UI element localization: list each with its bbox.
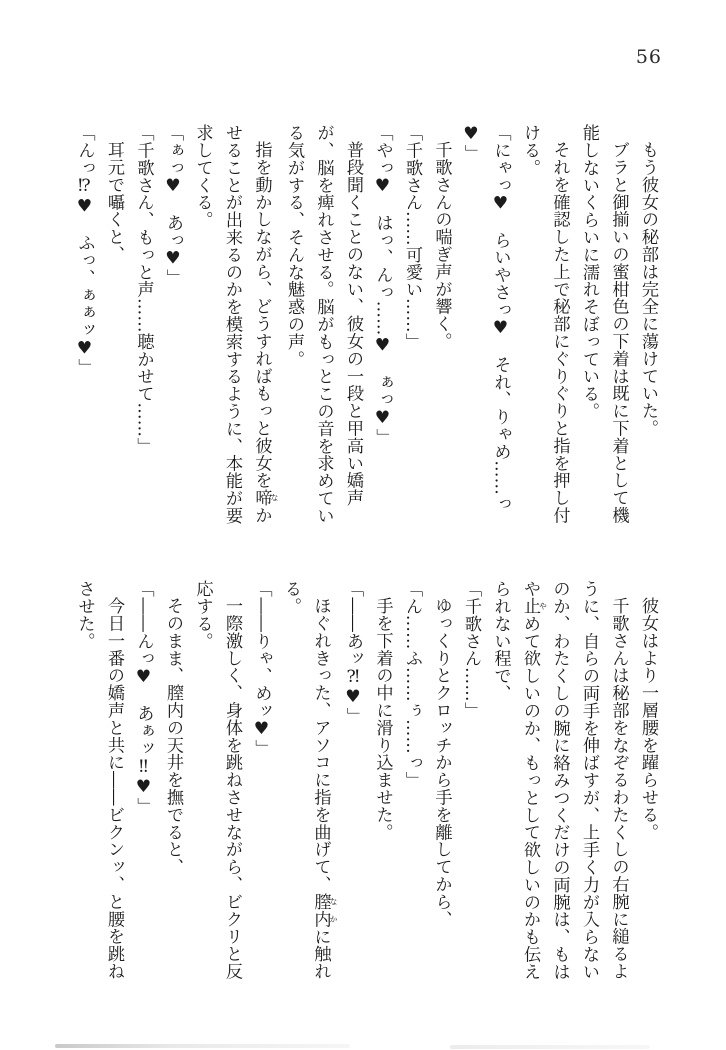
- narrative-line: 彼女はより一層腰を躍らせる。: [638, 597, 658, 841]
- upper-text-block: [69, 124, 662, 538]
- lower-text-block: [69, 580, 662, 992]
- dialogue-line: 「――あッ⁈♥」: [343, 580, 363, 725]
- scan-edge-smudge: [55, 1044, 350, 1048]
- dialogue-line: 「やっ♥ はっ、んっ……♥ ぁっ♥」: [372, 124, 393, 446]
- narrative-line: 今日一番の嬌声と共に――ビクンッ、と腰を跳ねさせた。: [74, 580, 124, 980]
- furigana-ruby: 止や: [520, 597, 548, 615]
- dialogue-line: 「んっ⁉♥ ふっ、ぁぁッ♥」: [74, 124, 95, 376]
- furigana-ruby: 啼な: [251, 489, 279, 507]
- narrative-line: 普段聞くことのない、彼女の一段と甲高い嬌声が、脳を痺れさせる。脳がもっとこの音を求めている気がする、そんな魅惑の声。: [284, 124, 363, 525]
- narrative-line: 千歌さんの喘ぎ声が響く。: [431, 141, 452, 350]
- dialogue-line: 「――りゃ、めッ♥」: [251, 580, 272, 757]
- narrative-line: 指を動かしながら、どうすればもっと彼女を啼なかせることが出来るのかを模索するように、本能が要求してくる。: [192, 124, 279, 525]
- dialogue-line: 「ん……ふ……ぅ……っ」: [402, 580, 422, 789]
- narrative-line: ゆっくりとクロッチから手を離してから、: [431, 597, 452, 928]
- narrative-line: そのまま、膣内の天井を撫でると、: [163, 597, 183, 876]
- dialogue-line: 「千歌さん……可愛い……」: [402, 124, 422, 351]
- narrative-line: もう彼女の秘部は完全に蕩けていた。: [638, 141, 658, 437]
- scan-edge-smudge: [450, 1045, 650, 1049]
- narrative-line: 一際激しく、身体を跳ねさせながら、ビクリと反応する。: [192, 580, 242, 980]
- dialogue-line: 「にゃっ♥ らいやさっ♥ それ、りゃめ……っ♥」: [461, 124, 511, 513]
- narrative-line: 耳元で囁くと、: [104, 141, 124, 263]
- dialogue-line: 「千歌さん……」: [461, 580, 481, 720]
- dialogue-line: 「千歌さん、もっと声……聴かせて……」: [133, 124, 154, 455]
- page-number: 56: [635, 46, 662, 68]
- narrative-line: それを確認した上で秘部にぐりぐりと指を押し付ける。: [520, 124, 570, 524]
- narrative-line: 手を下着の中に滑り込ませた。: [372, 597, 393, 841]
- narrative-line: ほぐれきった、アソコに指を曲げて、膣内なかに触れる。: [281, 580, 338, 981]
- narrative-line: ブラと御揃いの蜜柑色の下着は既に下着として機能しないくらいに濡れそぼっている。: [579, 124, 629, 524]
- dialogue-line: 「ぁっ♥ あっ♥」: [163, 124, 183, 287]
- narrative-line: 千歌さんは秘部をなぞるわたくしの右腕に縋るように、自らの両手を伸ばすが、上手く力が入らないのか、わたくしの腕に絡みつくだけの両腕は、もはや止やめて欲しいのか、もっとして欲しいのかも伝えられない程で、: [490, 580, 629, 981]
- dialogue-line: 「――んっ♥ あぁッ‼♥」: [133, 580, 154, 815]
- furigana-ruby: 膣内なか: [310, 893, 338, 928]
